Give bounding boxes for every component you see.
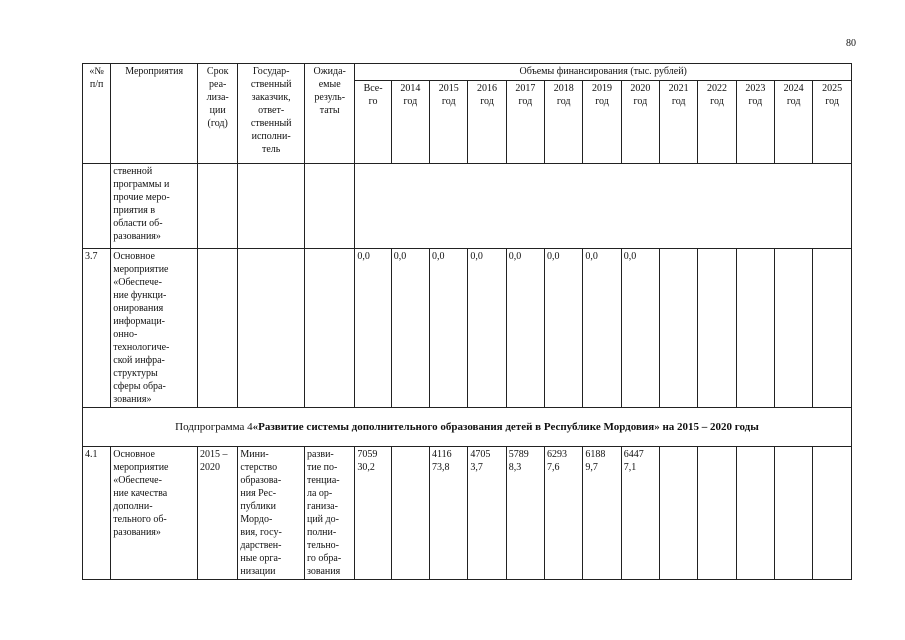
header-year: 2024 год	[775, 81, 813, 164]
cell-value: 0,0	[391, 249, 429, 408]
cell-value	[391, 447, 429, 580]
cell-term	[198, 249, 238, 408]
header-year: 2015 год	[430, 81, 468, 164]
cell-value: 0,0	[583, 249, 621, 408]
cell-value: 6188 9,7	[583, 447, 621, 580]
header-year: 2020 год	[621, 81, 659, 164]
header-event: Мероприятия	[111, 64, 198, 164]
cell-value	[813, 447, 852, 580]
cell-value	[698, 447, 736, 580]
cell-funding-empty	[355, 164, 852, 249]
header-year: 2018 год	[545, 81, 583, 164]
cell-value	[813, 249, 852, 408]
header-year: 2016 год	[468, 81, 506, 164]
subprogram-title: «Развитие системы дополнительного образования детей в Республике Мордовия» на 2015 – 2020 годы	[252, 420, 759, 433]
subprogram-heading	[83, 408, 852, 447]
header-year: 2021 год	[660, 81, 698, 164]
cell-event: Основное мероприятие «Обеспече- ние функци- онирования информаци- онно- технологиче- ской инфра- структуры сферы обра- зования»	[111, 249, 198, 408]
cell-number	[83, 164, 111, 249]
header-number: «№ п/п	[83, 64, 111, 164]
cell-customer	[238, 249, 305, 408]
table-row-3-7	[83, 249, 852, 408]
header-row	[83, 64, 852, 81]
table-row-continuation	[83, 164, 852, 249]
header-year: 2019 год	[583, 81, 621, 164]
cell-event: Основное мероприятие «Обеспече- ние качества дополни- тельного об- разования»	[111, 447, 198, 580]
cell-value: 0,0	[430, 249, 468, 408]
cell-value	[660, 447, 698, 580]
cell-results	[304, 164, 354, 249]
header-total: Все- го	[355, 81, 391, 164]
cell-value: 4705 3,7	[468, 447, 506, 580]
cell-value: 5789 8,3	[506, 447, 544, 580]
header-funding-group: Объемы финансирования (тыс. рублей)	[355, 64, 852, 81]
cell-value: 0,0	[621, 249, 659, 408]
cell-value: 4116 73,8	[430, 447, 468, 580]
cell-customer: Мини- стерство образова- ния Рес- публики Мордо- вия, госу- дарствен- ные орга- низации	[238, 447, 305, 580]
cell-customer	[238, 164, 305, 249]
cell-results	[304, 249, 354, 408]
cell-number: 4.1	[83, 447, 111, 580]
header-results: Ожида- емые резуль- таты	[304, 64, 354, 164]
cell-total: 0,0	[355, 249, 391, 408]
cell-term	[198, 164, 238, 249]
header-year: 2023 год	[736, 81, 774, 164]
page-number: 80	[846, 38, 856, 49]
cell-term: 2015 – 2020	[198, 447, 238, 580]
header-year: 2014 год	[391, 81, 429, 164]
header-year: 2025 год	[813, 81, 852, 164]
cell-value: 6447 7,1	[621, 447, 659, 580]
cell-value: 0,0	[506, 249, 544, 408]
cell-value	[775, 447, 813, 580]
header-customer: Государ- ственный заказчик, ответ- ственный исполни- тель	[238, 64, 305, 164]
header-term: Срок реа- лиза- ции (год)	[198, 64, 238, 164]
cell-value	[736, 249, 774, 408]
cell-value: 0,0	[545, 249, 583, 408]
cell-value: 6293 7,6	[545, 447, 583, 580]
cell-value	[660, 249, 698, 408]
cell-value	[775, 249, 813, 408]
subprogram-row	[83, 408, 852, 447]
table-row-4-1	[83, 447, 852, 580]
header-year: 2022 год	[698, 81, 736, 164]
cell-value: 0,0	[468, 249, 506, 408]
funding-table	[82, 63, 852, 580]
cell-value	[698, 249, 736, 408]
cell-value	[736, 447, 774, 580]
subprogram-prefix: Подпрограмма 4	[175, 420, 253, 433]
cell-event: ственной программы и прочие меро- приятия в области об- разования»	[111, 164, 198, 249]
cell-number: 3.7	[83, 249, 111, 408]
cell-total: 7059 30,2	[355, 447, 391, 580]
header-year: 2017 год	[506, 81, 544, 164]
cell-results: разви- тие по- тенциа- ла ор- ганиза- ций до- полни- тельно- го обра- зования	[304, 447, 354, 580]
